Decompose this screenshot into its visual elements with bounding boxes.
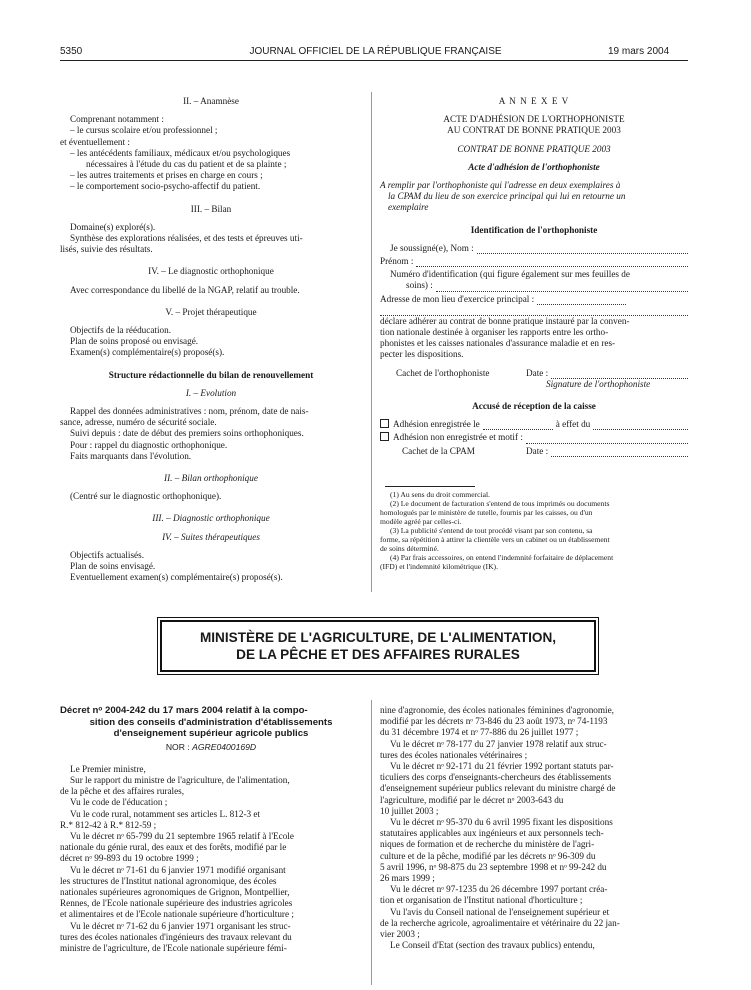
decree-left-column: Décret nᵒ 2004-242 du 17 mars 2004 relatif à la compo- sition des conseils d'administration d'établissements d'enseignement supérieur agricole publics NOR : AGRE0400169D Le Premier ministre, Sur le rapport du ministre de l'agriculture, de l'alimentation, de la pêche et des affaires rurales, Vu le code de l'éducation ; Vu le code rural, notamment ses articles L. 812-3 et R.* 812-42 à R.* 812-59 ; Vu le décret nᵒ 65-799 du 21 septembre 1965 relatif à l'Ecole nationale du génie rural, des eaux et des forêts, modifié par le décret nᵒ 99-893 du 19 octobre 1999 ; Vu le décret nᵒ 71-61 du 6 janvier 1971 modifié organisant les structures de l'Institut national agronomique, des écoles nationales supérieures agronomiques de Grignon, Montpellier, Rennes, de l'Ecole nationale supérieure des industries agricoles et alimentaires et de l'Ecole nationale supérieure d'horticulture ; Vu le décret nᵒ 71-62 du 6 janvier 1971 organisant les struc- tures des écoles nationales d'ingénieurs des travaux relevant du ministre de l'agriculture, de l'Ecole nationale supérieure fémi- [60, 705, 362, 954]
decree-title: Décret nᵒ 2004-242 du 17 mars 2004 relatif à la compo- sition des conseils d'administration d'établissements d'enseignement supérieur agricole publics [60, 705, 333, 739]
firstname-field[interactable]: Prénom : [380, 256, 688, 267]
annex-title: A N N E X E V [498, 96, 570, 106]
id-number-field[interactable]: soins) : [380, 280, 688, 291]
subheading: Identification de l'orthophoniste [470, 224, 598, 235]
name-field[interactable]: Je soussigné(e), Nom : [380, 243, 688, 254]
non-enregistree-checkbox[interactable] [380, 432, 389, 441]
section-title: I. – Evolution [185, 387, 237, 398]
right-column: A N N E X E V ACTE D'ADHÉSION DE L'ORTHOPHONISTE AU CONTRAT DE BONNE PRATIQUE 2003 CONTRAT DE BONNE PRATIQUE 2003 Acte d'adhésion de l'orthophoniste A remplir par l'orthophoniste qui l'adresse en deux exemplaires à la CPAM du lieu de son exercice principal qui lui en retourne un exemplaire Identification de l'orthophoniste Je soussigné(e), Nom : Prénom : Numéro d'identification (qui figure également sur mes feuilles de soins) : Adresse de mon lieu d'exercice principal : déclare adhérer au contrat de bonne pratique instauré par la conven- tion nationale destinée à organiser les rapports entre les ortho- phonistes et les caisses nationales d'assurance maladie et en res- pecter les dispositions. Cachet de l'orthophoniste Date : Signature de l'orthophoniste Accusé de réception de la caisse Adhésion enregistrée le à effet du Adhésion non enregistrée et motif : Cachet de la CPAM Date : [380, 96, 688, 457]
page-number: 5350 [60, 46, 83, 57]
section-title: V. – Projet thérapeutique [165, 306, 257, 317]
journal-title: JOURNAL OFFICIEL DE LA RÉPUBLIQUE FRANÇAISE [249, 46, 502, 57]
section-title: III. – Bilan [190, 203, 232, 214]
address-field[interactable]: Adresse de mon lieu d'exercice principal : [380, 294, 626, 305]
column-divider [371, 92, 372, 592]
subheading: Accusé de réception de la caisse [472, 401, 596, 412]
nor-reference: NOR : AGRE0400169D [165, 741, 257, 752]
issue-date: 19 mars 2004 [608, 46, 670, 57]
ministry-banner: MINISTÈRE DE L'AGRICULTURE, DE L'ALIMENTATION, DE LA PÊCHE ET DES AFFAIRES RURALES [160, 620, 596, 672]
header-rule [60, 60, 688, 61]
section-title: II. – Bilan orthophonique [164, 473, 258, 484]
section-title: IV. – Le diagnostic orthophonique [148, 266, 274, 277]
footnotes: (1) Au sens du droit commercial. (2) Le document de facturation s'entend de tous imprimés ou documents homologués par le ministère de tutelle, fournis par les caisses, ou d'un modèle agréé par celles-ci. (3) La publicité s'entend de tout procédé visant par son contenu, sa forme, sa répétition à attirer la clientèle vers un cabinet ou un établissement de soins déterminé. (4) Par frais accessoires, on entend l'indemnité forfaitaire de déplacement (IFD) et l'indemnité kilométrique (IK). [380, 490, 614, 571]
signature-label: Signature de l'orthophoniste [546, 378, 651, 389]
section-title: III. – Diagnostic orthophonique [152, 513, 270, 524]
section-title: IV. – Suites thérapeutiques [162, 531, 260, 542]
subheading: Structure rédactionnelle du bilan de renouvellement [108, 369, 314, 380]
decree-right-column: nine d'agronomie, des écoles nationales féminines d'agronomie, modifié par les décrets nᵒ 73-846 du 23 août 1973, nᵒ 74-1193 du 31 décembre 1974 et nᵒ 77-886 du 26 juillet 1977 ; Vu le décret nᵒ 78-177 du 27 janvier 1978 relatif aux struc- tures des écoles nationales vétérinaires ; Vu le décret nᵒ 92-171 du 21 février 1992 portant statuts par- ticuliers des corps d'enseignants-chercheurs des établissements d'enseignement supérieur publics relevant du ministre chargé de l'agriculture, modifié par le décret nᵒ 2003-643 du 10 juillet 2003 ; Vu le décret nᵒ 95-370 du 6 avril 1995 fixant les dispositions statutaires applicables aux ingénieurs et aux personnels tech- niques de formation et de recherche du ministère de l'agri- culture et de la pêche, modifié par les décrets nᵒ 96-309 du 5 avril 1996, nᵒ 98-875 du 23 septembre 1998 et nᵒ 99-242 du 26 mars 1999 ; Vu le décret nᵒ 97-1235 du 26 décembre 1997 portant créa- tion et organisation de l'Institut national d'horticulture ; Vu l'avis du Conseil national de l'enseignement supérieur et de la recherche agricole, agroalimentaire et vétérinaire du 22 jan- vier 2003 ; Le Conseil d'Etat (section des travaux publics) entendu, [380, 705, 620, 951]
section-title: II. – Anamnèse [183, 96, 239, 106]
left-column: II. – Anamnèse Comprenant notamment : – le cursus scolaire et/ou professionnel ; et éventuellement : – les antécédents familiaux, médicaux et/ou psychologiques nécessaires à l'étude du cas du patient et de sa plainte ; – les autres traitements et prises en charge en cours ; – le comportement socio-psycho-affectif du patient. III. – Bilan Domaine(s) exploré(s). Synthèse des explorations réalisées, et des tests et épreuves uti- lisés, suivie des résultats. IV. – Le diagnostic orthophonique Avec correspondance du libellé de la NGAP, relatif au trouble. V. – Projet thérapeutique Objectifs de la rééducation. Plan de soins proposé ou envisagé. Examen(s) complémentaire(s) proposé(s). Structure rédactionnelle du bilan de renouvellement I. – Evolution Rappel des données administratives : nom, prénom, date de nais- sance, adresse, numéro de sécurité sociale. Suivi depuis : date de début des premiers soins orthophoniques. Pour : rappel du diagnostic orthophonique. Faits marquants dans l'évolution. II. – Bilan orthophonique (Centré sur le diagnostic orthophonique). III. – Diagnostic orthophonique IV. – Suites thérapeutiques Objectifs actualisés. Plan de soins envisagé. Eventuellement examen(s) complémentaire(s) proposé(s). [60, 96, 362, 584]
date-field[interactable] [551, 368, 688, 379]
footnote-rule [385, 486, 475, 487]
enregistree-checkbox[interactable] [380, 419, 389, 428]
column-divider [371, 700, 372, 985]
